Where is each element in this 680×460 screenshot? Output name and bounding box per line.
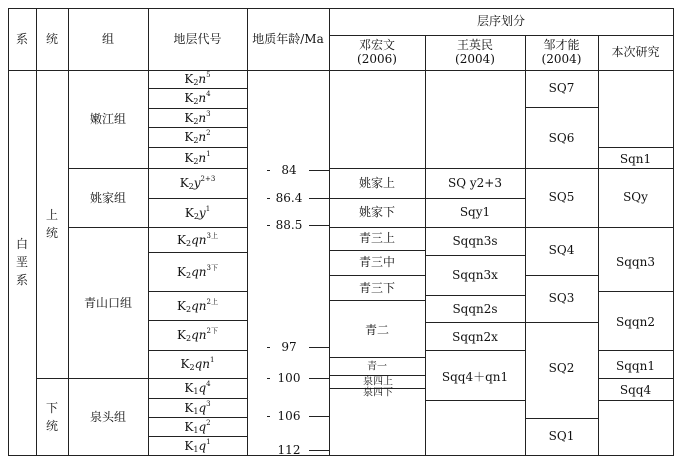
wang-row-rule bbox=[425, 322, 526, 323]
deng-sequence-cell: 青二 bbox=[364, 323, 390, 337]
deng-sequence-cell: 姚家下 bbox=[358, 205, 396, 219]
stratum-code: $K_2n^3$ bbox=[184, 109, 211, 126]
stratum-code: $K_2n^1$ bbox=[184, 149, 211, 166]
age-tick-line bbox=[309, 378, 330, 379]
deng-sequence-cell: 青三下 bbox=[358, 281, 396, 295]
group-yaojia: 姚家组 bbox=[89, 191, 127, 205]
header-deng-year: (2006) bbox=[357, 52, 397, 66]
this-row-rule bbox=[598, 147, 674, 148]
header-wang-year: (2004) bbox=[455, 52, 495, 66]
age-value: 97 bbox=[281, 340, 297, 354]
deng-sequence-cell: 姚家上 bbox=[358, 176, 396, 190]
wang-row-rule bbox=[425, 350, 526, 351]
stratum-code: $K_1q^1$ bbox=[184, 437, 211, 454]
zou-row-rule bbox=[525, 227, 599, 228]
age-tick-line bbox=[309, 450, 330, 451]
stratum-code: $K_2qn^{3下}$ bbox=[177, 263, 218, 280]
code-row-rule bbox=[148, 198, 248, 199]
header-group: 组 bbox=[101, 32, 115, 46]
zou-row-rule bbox=[525, 322, 599, 323]
stratum-code: $K_2qn^{2上}$ bbox=[177, 297, 218, 314]
zou-row-rule bbox=[525, 275, 599, 276]
zou-sequence-cell: SQ1 bbox=[548, 429, 575, 443]
zou-sequence-cell: SQ7 bbox=[548, 81, 575, 95]
column-rule bbox=[68, 8, 69, 456]
column-rule bbox=[36, 8, 37, 456]
zou-row-rule bbox=[525, 107, 599, 108]
header-sequence: 层序划分 bbox=[476, 14, 526, 28]
deng-row-rule bbox=[329, 198, 426, 199]
series-upper: 上统 bbox=[45, 208, 58, 240]
zou-row-rule bbox=[525, 168, 599, 169]
age-tick-left bbox=[267, 170, 270, 171]
system-label: 白垩系 bbox=[15, 237, 28, 287]
code-row-rule bbox=[148, 291, 248, 292]
age-tick-line bbox=[309, 170, 330, 171]
table-left-border bbox=[8, 8, 9, 456]
table-right-border bbox=[673, 8, 674, 456]
age-tick-line bbox=[309, 198, 330, 199]
group-nenjiang: 嫩江组 bbox=[89, 112, 127, 126]
group-quantou: 泉头组 bbox=[89, 410, 127, 424]
wang-sequence-cell: Sqq4＋qn1 bbox=[441, 370, 509, 384]
age-tick-line bbox=[309, 347, 330, 348]
deng-row-rule bbox=[329, 300, 426, 301]
zou-row-rule bbox=[525, 418, 599, 419]
stratum-code: $K_2y^1$ bbox=[184, 204, 211, 221]
deng-sequence-cell: 泉四上 bbox=[363, 376, 393, 388]
header-bottom-rule bbox=[8, 70, 674, 71]
wang-row-rule bbox=[425, 227, 526, 228]
zou-sequence-cell: SQ3 bbox=[548, 291, 575, 305]
deng-sequence-cell: 青一 bbox=[367, 361, 387, 373]
this-row-rule bbox=[598, 227, 674, 228]
stratum-code: $K_2n^2$ bbox=[184, 129, 211, 145]
age-tick-left bbox=[267, 416, 270, 417]
header-this-study: 本次研究 bbox=[611, 45, 660, 59]
wang-row-rule bbox=[425, 198, 526, 199]
wang-sequence-cell: Sqqn3s bbox=[452, 234, 498, 248]
header-system: 系 bbox=[15, 32, 29, 46]
wang-row-rule bbox=[425, 255, 526, 256]
deng-sequence-cell: 青三中 bbox=[358, 255, 396, 269]
header-zou: 邹才能 bbox=[543, 38, 580, 52]
stratum-code: $K_2qn^1$ bbox=[180, 356, 215, 372]
this-study-sequence-cell: Sqn1 bbox=[619, 152, 652, 166]
code-row-rule bbox=[148, 350, 248, 351]
age-tick-left bbox=[267, 198, 270, 199]
group-qingshankou: 青山口组 bbox=[83, 296, 133, 310]
deng-sequence-cell: 青三上 bbox=[358, 231, 396, 245]
this-study-sequence-cell: Sqqn3 bbox=[616, 255, 655, 269]
wang-sequence-cell: Sqqn3x bbox=[452, 268, 498, 282]
header-wang: 王英民 bbox=[456, 38, 494, 52]
this-study-sequence-cell: SQy bbox=[623, 190, 648, 204]
this-row-rule bbox=[598, 400, 674, 401]
header-zou-year: (2004) bbox=[541, 52, 582, 66]
stratum-code: $K_2n^4$ bbox=[184, 90, 211, 106]
stratum-code: $K_1q^3$ bbox=[184, 399, 211, 416]
zou-sequence-cell: SQ2 bbox=[548, 361, 575, 375]
this-row-rule bbox=[598, 291, 674, 292]
column-rule bbox=[425, 35, 426, 456]
age-tick-left bbox=[267, 378, 270, 379]
age-tick-line bbox=[309, 225, 330, 226]
wang-row-rule bbox=[425, 168, 526, 169]
header-age: 地质年龄/Ma bbox=[252, 32, 324, 46]
zou-sequence-cell: SQ5 bbox=[548, 190, 575, 204]
stratum-code: $K_2qn^{3上}$ bbox=[177, 231, 218, 248]
this-row-rule bbox=[598, 350, 674, 351]
column-rule bbox=[247, 8, 248, 456]
series-boundary bbox=[36, 378, 69, 379]
stratum-code: $K_1q^4$ bbox=[184, 380, 211, 396]
wang-row-rule bbox=[425, 295, 526, 296]
age-value: 86.4 bbox=[275, 191, 303, 205]
this-study-sequence-cell: Sqqn1 bbox=[616, 359, 655, 373]
age-value: 84 bbox=[281, 163, 297, 177]
column-rule bbox=[525, 35, 526, 456]
this-row-rule bbox=[598, 168, 674, 169]
code-row-rule bbox=[148, 252, 248, 253]
this-study-sequence-cell: Sqq4 bbox=[619, 383, 652, 397]
this-row-rule bbox=[598, 378, 674, 379]
zou-sequence-cell: SQ6 bbox=[548, 131, 575, 145]
stratum-code: $K_1q^2$ bbox=[184, 418, 211, 435]
age-value: 100 bbox=[277, 371, 301, 385]
stratum-code: $K_2y^{2+3}$ bbox=[179, 175, 216, 191]
code-row-rule bbox=[148, 320, 248, 321]
stratum-code: $K_2qn^{2下}$ bbox=[177, 327, 218, 343]
deng-row-rule bbox=[329, 227, 426, 228]
header-deng: 邓宏文 bbox=[358, 38, 396, 52]
wang-sequence-cell: SQ y2+3 bbox=[448, 176, 502, 190]
deng-row-rule bbox=[329, 168, 426, 169]
wang-sequence-cell: Sqqn2x bbox=[452, 330, 498, 344]
series-lower: 下统 bbox=[45, 401, 58, 433]
age-value: 112 bbox=[277, 443, 301, 457]
wang-sequence-cell: Sqqn2s bbox=[452, 302, 498, 316]
age-tick-left bbox=[267, 347, 270, 348]
header-series: 统 bbox=[45, 32, 59, 46]
column-rule bbox=[598, 35, 599, 456]
deng-sequence-cell: 泉四下 bbox=[363, 387, 393, 399]
wang-sequence-cell: Sqy1 bbox=[459, 205, 491, 219]
age-tick-line bbox=[309, 416, 330, 417]
group-boundary bbox=[68, 227, 149, 228]
header-split-rule bbox=[329, 35, 674, 36]
age-tick-left bbox=[267, 225, 270, 226]
group-boundary bbox=[68, 168, 149, 169]
group-boundary bbox=[68, 378, 149, 379]
table-bottom-border bbox=[8, 455, 674, 456]
header-code: 地层代号 bbox=[173, 32, 222, 46]
table-top-border bbox=[8, 8, 674, 9]
deng-row-rule bbox=[329, 275, 426, 276]
deng-row-rule bbox=[329, 357, 426, 358]
stratum-code: $K_2n^5$ bbox=[184, 71, 211, 87]
column-rule bbox=[148, 8, 149, 456]
zou-sequence-cell: SQ4 bbox=[548, 243, 575, 257]
age-value: 106 bbox=[277, 409, 301, 423]
wang-row-rule bbox=[425, 400, 526, 401]
age-value: 88.5 bbox=[275, 218, 303, 232]
deng-row-rule bbox=[329, 250, 426, 251]
this-study-sequence-cell: Sqqn2 bbox=[616, 315, 655, 329]
